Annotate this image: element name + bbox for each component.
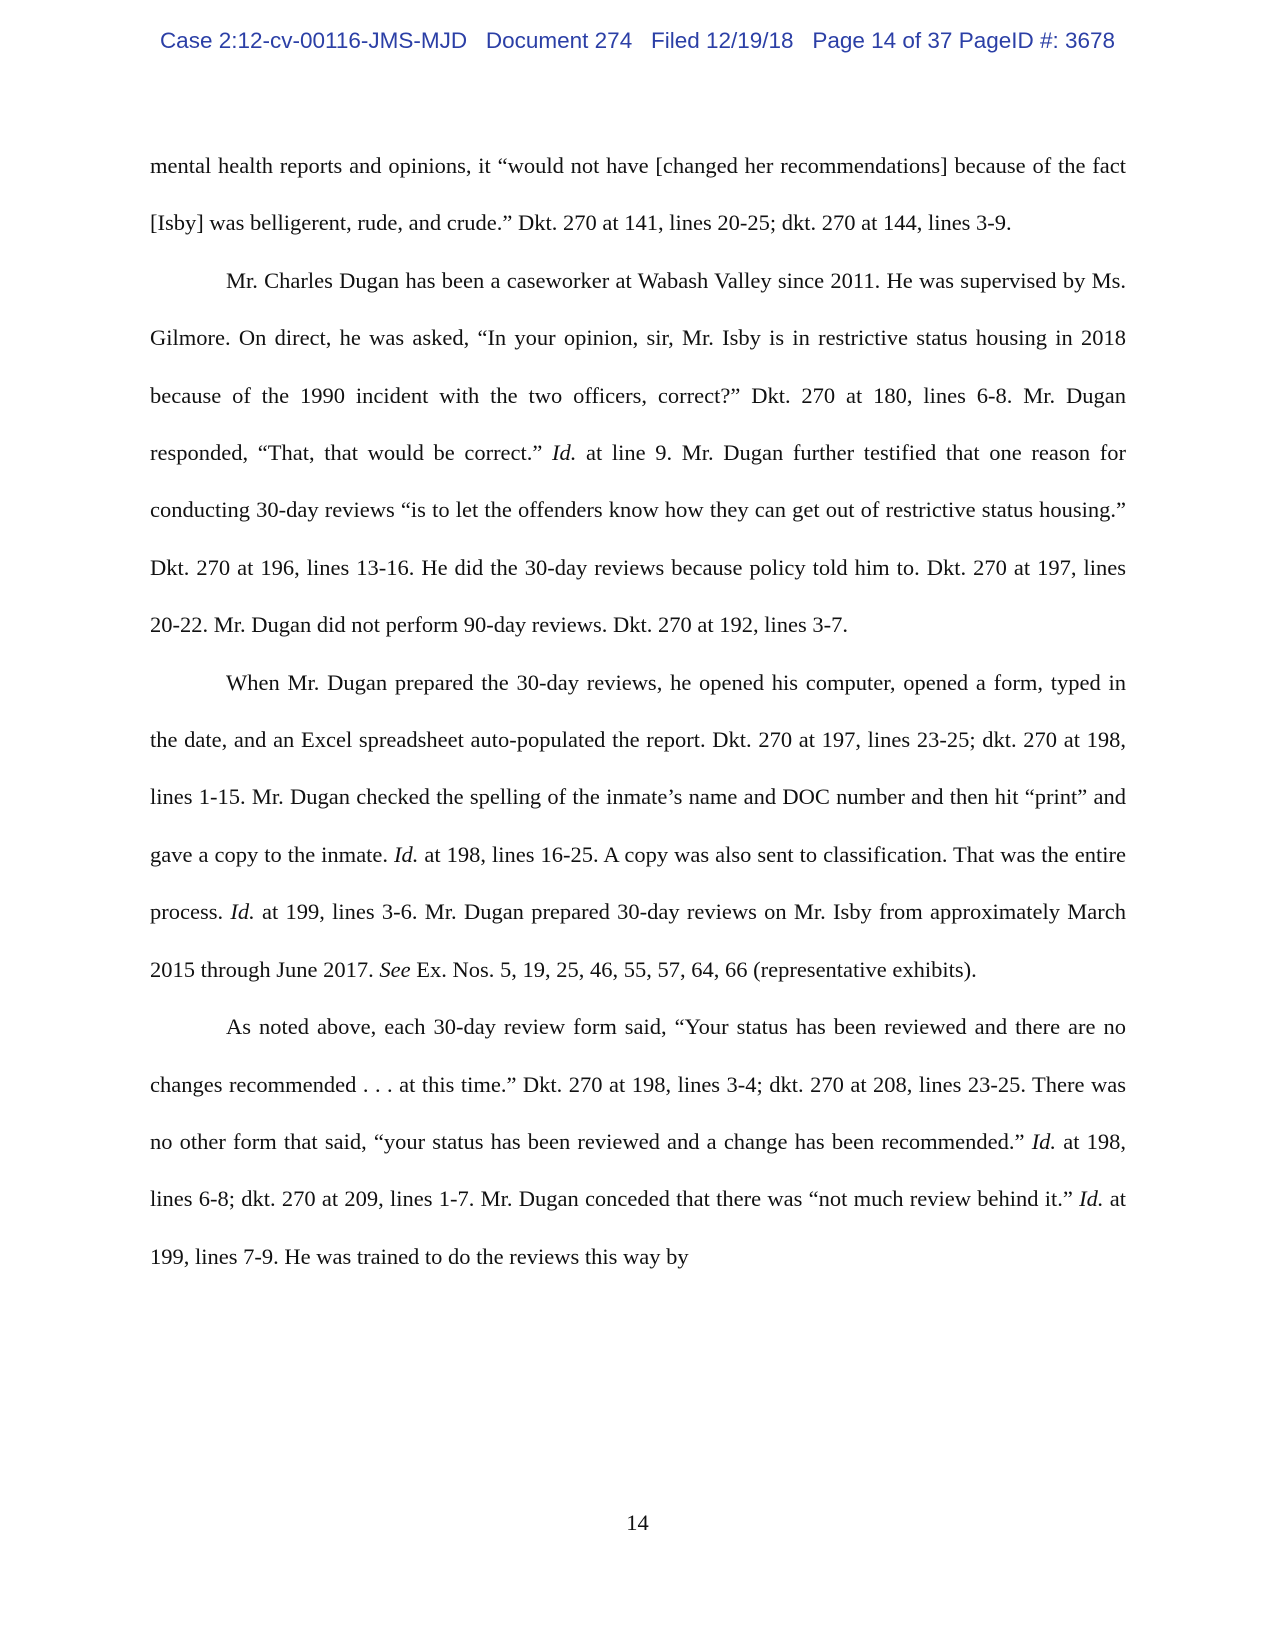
italic-citation: See <box>379 956 411 982</box>
body-paragraph <box>150 654 1126 998</box>
body-paragraph <box>150 252 1126 654</box>
document-body <box>150 137 1126 1285</box>
italic-citation: Id. <box>394 841 419 867</box>
paragraph-text: mental health reports and opinions, it “would not have [changed her recommendations] because of the fact [Isby] was belligerent, rude, and crude.” Dkt. 270 at 141, lines 20-25; dkt. 270 at 144, lines 3-9. <box>150 153 1126 236</box>
italic-citation: Id. <box>230 899 255 925</box>
paragraph-text: at line 9. Mr. Dugan further testified that one reason for conducting 30-day reviews “is to let the offenders know how they can get out of restrictive status housing.” Dkt. 270 at 196, lines 13-16. He did the 30-day reviews because policy told him to. Dkt. 270 at 197, lines 20-22. Mr. Dugan did not perform 90-day reviews. Dkt. 270 at 192, lines 3-7. <box>150 440 1126 638</box>
paragraph-text: Mr. Charles Dugan has been a caseworker at Wabash Valley since 2011. He was supervised by Ms. Gilmore. On direct, he was asked, “In your opinion, sir, Mr. Isby is in restrictive status housing in 2018 because of the 1990 incident with the two officers, correct?” Dkt. 270 at 180, lines 6-8. Mr. Dugan responded, “That, that would be correct.” <box>150 267 1126 466</box>
italic-citation: Id. <box>1031 1128 1057 1154</box>
paragraph-text: Ex. Nos. 5, 19, 25, 46, 55, 57, 64, 66 (representative exhibits). <box>410 956 977 982</box>
paragraph-text: at 199, lines 3-6. Mr. Dugan prepared 30-day reviews on Mr. Isby from approximately March 2015 through June 2017. <box>150 899 1126 982</box>
body-paragraph <box>150 998 1126 1285</box>
case-header-stamp: Case 2:12-cv-00116-JMS-MJD Document 274 Filed 12/19/18 Page 14 of 37 PageID #: 3678 <box>159 28 1116 53</box>
paragraph-text: at 199, lines 7-9. He was trained to do the reviews this way by <box>150 1186 1126 1269</box>
italic-citation: Id. <box>1079 1186 1104 1212</box>
page-number: 14 <box>626 1510 649 1535</box>
body-paragraph <box>150 137 1126 252</box>
paragraph-text: at 198, lines 6-8; dkt. 270 at 209, lines 1-7. Mr. Dugan conceded that there was “not much review behind it.” <box>150 1128 1126 1212</box>
paragraph-text: As noted above, each 30-day review form said, “Your status has been reviewed and there are no changes recommended . . . at this time.” Dkt. 270 at 198, lines 3-4; dkt. 270 at 208, lines 23-25. There was no other form that said, “your status has been reviewed and a change has been recommended.” <box>150 1014 1126 1154</box>
italic-citation: Id. <box>552 440 577 466</box>
paragraph-text: at 198, lines 16-25. A copy was also sent to classification. That was the entire process. <box>150 841 1126 925</box>
paragraph-text: When Mr. Dugan prepared the 30-day reviews, he opened his computer, opened a form, typed in the date, and an Excel spreadsheet auto-populated the report. Dkt. 270 at 197, lines 23-25; dkt. 270 at 198, lines 1-15. Mr. Dugan checked the spelling of the inmate’s name and DOC number and then hit “print” and gave a copy to the inmate. <box>150 669 1126 867</box>
